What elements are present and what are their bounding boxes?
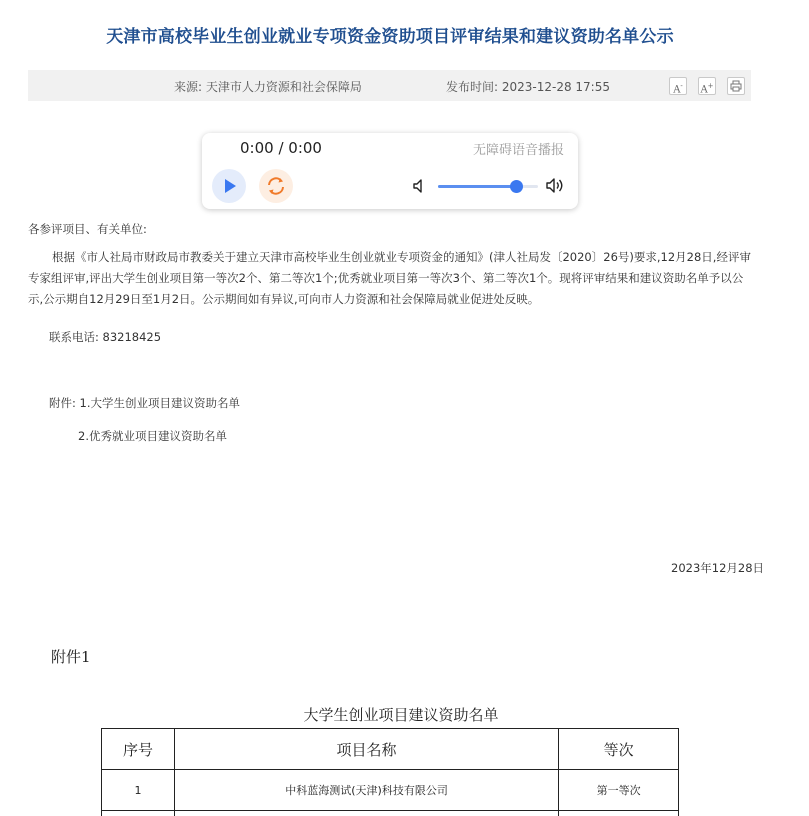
volume-low-icon[interactable] bbox=[412, 178, 426, 194]
volume-slider-knob[interactable] bbox=[510, 180, 523, 193]
attachment-link-2[interactable]: 2.优秀就业项目建议资助名单 bbox=[78, 429, 227, 443]
attachment-link-1[interactable]: 附件: 1.大学生创业项目建议资助名单 bbox=[49, 396, 241, 410]
table-row bbox=[102, 770, 679, 811]
table-header-name: 项目名称 bbox=[174, 729, 558, 770]
page-title: 天津市高校毕业生创业就业专项资金资助项目评审结果和建议资助名单公示 bbox=[106, 27, 674, 47]
printer-icon bbox=[730, 80, 742, 92]
font-increase-label: A bbox=[700, 84, 708, 96]
table-cell-no bbox=[102, 811, 175, 816]
font-increase-button[interactable]: A+ bbox=[698, 77, 716, 95]
table-cell-name: 中科蓝海测试(天津)科技有限公司 bbox=[174, 770, 558, 811]
play-icon bbox=[212, 169, 246, 203]
print-button[interactable] bbox=[727, 77, 745, 95]
source-label: 来源: 天津市人力资源和社会保障局 bbox=[174, 80, 362, 94]
table-header-no: 序号 bbox=[102, 729, 175, 770]
annex-label: 附件1 bbox=[51, 648, 91, 666]
audio-time: 0:00 / 0:00 bbox=[240, 139, 322, 157]
table-cell-name bbox=[174, 811, 558, 816]
audio-player bbox=[202, 133, 578, 209]
volume-high-icon[interactable] bbox=[545, 177, 565, 194]
article-meta-bar bbox=[28, 70, 751, 101]
document-date: 2023年12月28日 bbox=[671, 561, 765, 575]
font-decrease-button[interactable]: A- bbox=[669, 77, 687, 95]
table-cell-grade bbox=[559, 811, 679, 816]
publish-time: 发布时间: 2023-12-28 17:55 bbox=[446, 80, 610, 94]
table-title: 大学生创业项目建议资助名单 bbox=[303, 706, 499, 724]
volume-slider[interactable] bbox=[438, 185, 538, 188]
contact-phone: 联系电话: 83218425 bbox=[49, 330, 162, 344]
play-button[interactable] bbox=[212, 169, 246, 203]
volume-slider-fill bbox=[438, 185, 516, 188]
loop-button[interactable] bbox=[259, 169, 293, 203]
table-cell-grade: 第一等次 bbox=[559, 770, 679, 811]
announcement-paragraph: 根据《市人社局市财政局市教委关于建立天津市高校毕业生创业就业专项资金的通知》(津人社局发〔2020〕26号)要求,12月28日,经评审专家组评审,评出大学生创业项目第一等次2个、第二等次1个;优秀就业项目第一等次3个、第二等次1个。现将评审结果和建议资助名单予以公示,公示期自12月29日至1月2日。公示期间如有异议,可向市人力资源和社会保障局就业促进处反映。 bbox=[28, 250, 751, 306]
font-decrease-label: A bbox=[673, 84, 681, 96]
loop-icon bbox=[259, 169, 293, 203]
accessibility-voice-label[interactable]: 无障碍语音播报 bbox=[472, 143, 564, 158]
funding-list-table bbox=[101, 728, 679, 816]
table-row bbox=[102, 811, 679, 816]
table-cell-no: 1 bbox=[102, 770, 175, 811]
table-header-grade: 等次 bbox=[559, 729, 679, 770]
table-header-row bbox=[102, 729, 679, 770]
salutation: 各参评项目、有关单位: bbox=[28, 222, 147, 236]
